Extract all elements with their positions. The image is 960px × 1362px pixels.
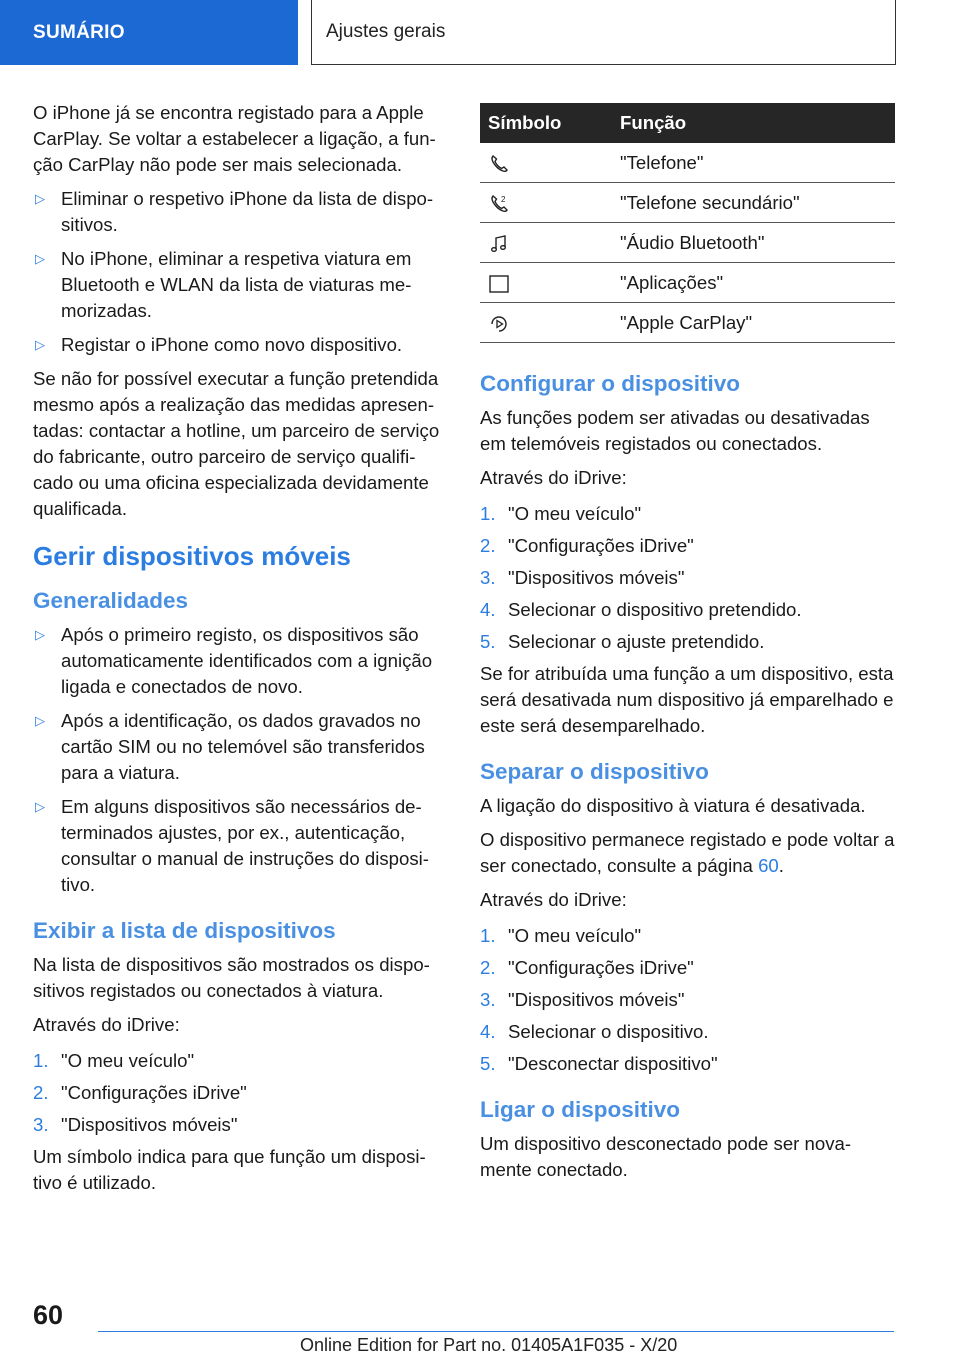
footer-divider xyxy=(98,1331,894,1332)
bullet-list xyxy=(33,622,448,898)
subsection-heading: Separar o dispositivo xyxy=(480,759,709,784)
table-row xyxy=(480,223,895,263)
phone-icon xyxy=(488,153,510,175)
numbered-list xyxy=(480,501,895,655)
list-item: 4. Selecionar o dispositivo. xyxy=(480,1021,709,1042)
list-item: 1. "O meu veículo" xyxy=(480,925,642,946)
section-heading: Gerir dispositivos móveis xyxy=(33,541,351,571)
triangle-bullet-icon: ▷ xyxy=(35,799,45,814)
list-item: 2. "Configurações iDrive" xyxy=(480,535,694,556)
table-cell: "Apple CarPlay" xyxy=(610,303,895,343)
list-item: 1. "O meu veículo" xyxy=(480,503,642,524)
music-note-icon xyxy=(488,233,510,255)
subsection-heading: Generalidades xyxy=(33,588,189,613)
edition-footer: Online Edition for Part no. 01405A1F035 - X/20 xyxy=(300,1335,678,1355)
list-item: 3. "Dispositivos móveis" xyxy=(33,1114,238,1135)
paragraph: O dispositivo permanece registado e pode voltar a ser conectado, consulte a página 60. xyxy=(480,829,895,876)
triangle-bullet-icon: ▷ xyxy=(35,251,45,266)
list-item: ▷ Em alguns dispositivos são necessários determinados ajustes, por ex., autenticação, consultar o manual de instruções do dispositivo. xyxy=(35,796,429,895)
play-circle-icon xyxy=(488,313,510,335)
right-column xyxy=(480,100,895,1191)
table-cell: "Telefone" xyxy=(610,143,895,183)
paragraph: Um dispositivo desconectado pode ser novamente conectado. xyxy=(480,1133,852,1180)
paragraph: A ligação do dispositivo à viatura é desativada. xyxy=(480,795,866,816)
table-cell: "Telefone secundário" xyxy=(610,183,895,223)
list-item: 5. Selecionar o ajuste pretendido. xyxy=(480,631,765,652)
table-row xyxy=(480,183,895,223)
subsection-heading: Exibir a lista de dispositivos xyxy=(33,918,336,943)
symbol-table xyxy=(480,103,895,343)
list-item: 2. "Configurações iDrive" xyxy=(480,957,694,978)
bullet-list xyxy=(33,186,448,358)
list-item: ▷ Eliminar o respetivo iPhone da lista de dispositivos. xyxy=(35,188,434,235)
section-title: Ajustes gerais xyxy=(311,0,896,65)
list-item: ▷ Registar o iPhone como novo dispositivo. xyxy=(33,332,448,358)
list-item: 5. "Desconectar dispositivo" xyxy=(480,1053,718,1074)
subsection-heading: Configurar o dispositivo xyxy=(480,371,741,396)
list-item: 1. "O meu veículo" xyxy=(33,1050,195,1071)
summary-tab[interactable]: SUMÁRIO xyxy=(0,0,298,65)
secondary-phone-icon xyxy=(488,193,510,215)
triangle-bullet-icon: ▷ xyxy=(35,337,45,352)
triangle-bullet-icon: ▷ xyxy=(35,713,45,728)
table-cell: "Aplicações" xyxy=(610,263,895,303)
table-header: Função xyxy=(610,103,895,143)
subsection-heading: Ligar o dispositivo xyxy=(480,1097,681,1122)
paragraph: As funções podem ser ativadas ou desativadas em telemóveis registados ou conectados. xyxy=(480,407,870,454)
paragraph: Através do iDrive: xyxy=(33,1014,180,1035)
triangle-bullet-icon: ▷ xyxy=(35,191,45,206)
list-item: 2. "Configurações iDrive" xyxy=(33,1082,247,1103)
table-cell: "Áudio Bluetooth" xyxy=(610,223,895,263)
paragraph: O iPhone já se encontra registado para a Apple CarPlay. Se voltar a estabelecer a ligação, a função CarPlay não pode ser mais selecionada. xyxy=(33,102,436,175)
table-row xyxy=(480,143,895,183)
paragraph: Na lista de dispositivos são mostrados os dispositivos registados ou conectados à viatura. xyxy=(33,954,430,1001)
paragraph: Através do iDrive: xyxy=(480,467,627,488)
list-item: ▷ Após o primeiro registo, os dispositivos são automaticamente identificados com a ignição ligada e conectados de novo. xyxy=(35,624,433,697)
list-item: 3. "Dispositivos móveis" xyxy=(480,567,685,588)
paragraph: Se for atribuída uma função a um dispositivo, esta será desativada num dispositivo já emparelhado e este será desemparelhado. xyxy=(480,663,894,736)
paragraph: Se não for possível executar a função pretendida mesmo após a realização das medidas apresentadas: contactar a hotline, um parceiro de serviço do fabricante, outro parceiro de serviço qualificado ou uma oficina especializada devidamente qualificada. xyxy=(33,368,440,519)
list-item: 4. Selecionar o dispositivo pretendido. xyxy=(480,599,802,620)
table-header: Símbolo xyxy=(480,103,610,143)
table-row xyxy=(480,263,895,303)
svg-text:2: 2 xyxy=(501,194,506,204)
app-square-icon xyxy=(488,273,510,295)
paragraph: Através do iDrive: xyxy=(480,889,627,910)
page-number: 60 xyxy=(33,1300,64,1330)
page-link[interactable]: 60 xyxy=(758,855,779,876)
list-item: 3. "Dispositivos móveis" xyxy=(480,989,685,1010)
numbered-list xyxy=(33,1048,448,1138)
list-item: ▷ No iPhone, eliminar a respetiva viatura em Bluetooth e WLAN da lista de viaturas memorizadas. xyxy=(35,248,412,321)
numbered-list xyxy=(480,923,895,1077)
triangle-bullet-icon: ▷ xyxy=(35,627,45,642)
paragraph: Um símbolo indica para que função um dispositivo é utilizado. xyxy=(33,1146,426,1193)
list-item: ▷ Após a identificação, os dados gravados no cartão SIM ou no telemóvel são transferidos para a viatura. xyxy=(35,710,425,783)
table-row xyxy=(480,303,895,343)
left-column xyxy=(33,100,448,1204)
